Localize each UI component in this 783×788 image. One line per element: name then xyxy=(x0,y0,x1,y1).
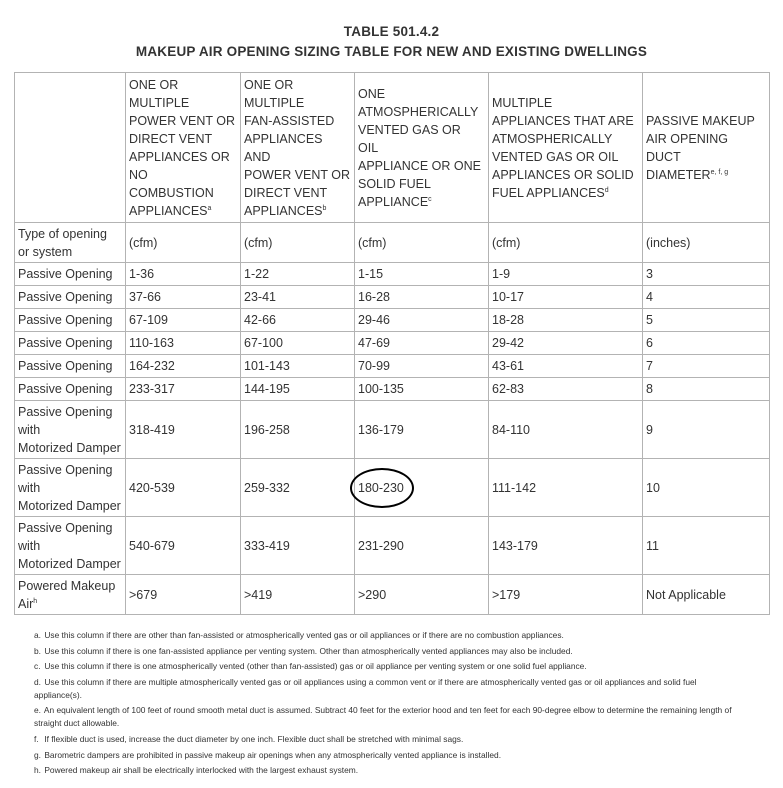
row-label xyxy=(15,263,126,286)
footnote-ref: c xyxy=(428,195,432,203)
cell-line: MULTIPLE xyxy=(492,95,553,110)
unit-cell: (inches) xyxy=(643,223,770,263)
header-row xyxy=(15,73,770,223)
value-cell: 4 xyxy=(643,286,770,309)
cell-line: Passive Opening xyxy=(18,404,113,419)
value-cell: 540-679 xyxy=(126,517,241,575)
cell-line: or system xyxy=(18,244,73,259)
footnote xyxy=(34,733,734,746)
footnote xyxy=(34,704,734,730)
footnote xyxy=(34,749,734,762)
cell-line: APPLIANCES THAT ARE xyxy=(492,113,634,128)
value-cell: 3 xyxy=(643,263,770,286)
cell-line: Passive Opening xyxy=(18,382,113,396)
value-cell: 18-28 xyxy=(489,309,643,332)
value-cell: 144-195 xyxy=(241,378,355,401)
cell-line: Air xyxy=(18,596,34,611)
value-cell: 136-179 xyxy=(355,401,489,459)
value-cell: 231-290 xyxy=(355,517,489,575)
value-cell: 43-61 xyxy=(489,355,643,378)
value-cell: 70-99 xyxy=(355,355,489,378)
cell-line: MULTIPLE xyxy=(244,95,305,110)
cell-line: POWER VENT OR xyxy=(129,113,236,128)
unit-cell: (cfm) xyxy=(126,223,241,263)
cell-line: APPLIANCES OR SOLID xyxy=(492,167,634,182)
cell-line: ATMOSPHERICALLY xyxy=(358,104,479,119)
value-cell: >179 xyxy=(489,575,643,615)
footnote xyxy=(34,676,734,702)
sizing-table xyxy=(14,72,770,615)
table-row xyxy=(15,517,770,575)
value-cell: 1-36 xyxy=(126,263,241,286)
value-cell: 11 xyxy=(643,517,770,575)
footnote-text: Use this column if there is one fan-assisted appliance per venting system. Other than atmospherically vented appliances may also be included. xyxy=(44,645,573,656)
cell-line: NO xyxy=(129,167,148,182)
value-cell: 259-332 xyxy=(241,459,355,517)
value-cell: 29-42 xyxy=(489,332,643,355)
cell-line: APPLIANCES xyxy=(244,203,323,218)
row-label xyxy=(15,575,126,615)
value-cell: 67-100 xyxy=(241,332,355,355)
footnote-label: c. xyxy=(34,661,41,672)
value-cell: 29-46 xyxy=(355,309,489,332)
cell-line: DIRECT VENT xyxy=(129,131,213,146)
cell-line: Passive Opening xyxy=(18,313,113,327)
table-row xyxy=(15,309,770,332)
unit-cell: (cfm) xyxy=(241,223,355,263)
footnote-ref: e, f, g xyxy=(710,168,729,176)
cell-line: VENTED GAS OR OIL xyxy=(492,149,619,164)
cell-line: AND xyxy=(244,149,271,164)
cell-line: DIRECT VENT xyxy=(244,185,328,200)
table-row xyxy=(15,575,770,615)
cell-line: with xyxy=(18,480,41,495)
units-row xyxy=(15,223,770,263)
value-cell: 420-539 xyxy=(126,459,241,517)
value-cell: >679 xyxy=(126,575,241,615)
value-cell: 333-419 xyxy=(241,517,355,575)
footnote-text: Powered makeup air shall be electrically interlocked with the largest exhaust system. xyxy=(44,765,359,776)
unit-cell: (cfm) xyxy=(355,223,489,263)
value-cell: 67-109 xyxy=(126,309,241,332)
row-label xyxy=(15,332,126,355)
footnote-text: Barometric dampers are prohibited in passive makeup air openings when any atmospherically vented appliance is installed. xyxy=(44,749,502,760)
cell-line: ONE xyxy=(358,86,386,101)
value-cell: Not Applicable xyxy=(643,575,770,615)
cell-line: APPLIANCE OR ONE xyxy=(358,158,481,173)
cell-line: Passive Opening xyxy=(18,359,113,373)
value-cell: 10-17 xyxy=(489,286,643,309)
footnote-label: b. xyxy=(34,645,41,656)
column-header xyxy=(643,73,770,223)
cell-line: ONE OR xyxy=(244,77,294,92)
value-cell: 8 xyxy=(643,378,770,401)
footnote-label: f. xyxy=(34,733,39,744)
cell-line: POWER VENT OR xyxy=(244,167,351,182)
table-row xyxy=(15,286,770,309)
footnote-label: e. xyxy=(34,705,41,716)
cell-line: COMBUSTION xyxy=(129,185,214,200)
value-cell: 47-69 xyxy=(355,332,489,355)
cell-line: Motorized Damper xyxy=(18,498,121,513)
footnote-label: h. xyxy=(34,765,41,776)
cell-line: VENTED GAS OR xyxy=(358,122,461,137)
cell-line: APPLIANCES OR xyxy=(129,149,230,164)
footnote-ref: d xyxy=(604,186,609,194)
table-row xyxy=(15,355,770,378)
cell-line: Passive Opening xyxy=(18,290,113,304)
footnote-text: If flexible duct is used, increase the duct diameter by one inch. Flexible duct shall be stretched with minimal sags. xyxy=(44,733,464,744)
cell-line: DIAMETER xyxy=(646,167,711,182)
value-cell: >290 xyxy=(355,575,489,615)
footnote-text: An equivalent length of 100 feet of round smooth metal duct is assumed. Subtract 40 feet for the exterior hood and ten feet for each 90-degree elbow to determine the remaining length of straight duct allowable. xyxy=(34,705,732,729)
footnote-text: Use this column if there is one atmospherically vented (other than fan-assisted) gas or oil appliance per venting system or one solid fuel appliance. xyxy=(44,661,587,672)
footnote xyxy=(34,764,734,777)
cell-line: ONE OR xyxy=(129,77,179,92)
row-label xyxy=(15,378,126,401)
cell-line: APPLIANCE xyxy=(358,194,429,209)
cell-line: FAN-ASSISTED xyxy=(244,113,335,128)
value-cell: 110-163 xyxy=(126,332,241,355)
footnote-ref: h xyxy=(33,597,38,605)
value-cell: 7 xyxy=(643,355,770,378)
footnote-label: d. xyxy=(34,676,41,687)
cell-line: with xyxy=(18,422,41,437)
footnote xyxy=(34,660,734,673)
cell-line: APPLIANCES xyxy=(244,131,323,146)
value-cell: 10 xyxy=(643,459,770,517)
cell-line: Passive Opening xyxy=(18,520,113,535)
cell-line: Passive Opening xyxy=(18,267,113,281)
value-cell: 111-142 xyxy=(489,459,643,517)
table-row xyxy=(15,401,770,459)
cell-line: AIR OPENING DUCT xyxy=(646,131,728,164)
table-row xyxy=(15,263,770,286)
footnote xyxy=(34,645,734,658)
column-header xyxy=(355,73,489,223)
footnote xyxy=(34,629,734,642)
value-cell: 37-66 xyxy=(126,286,241,309)
value-cell: 196-258 xyxy=(241,401,355,459)
value-cell: 164-232 xyxy=(126,355,241,378)
table-number: TABLE 501.4.2 xyxy=(343,24,440,39)
value-cell: 42-66 xyxy=(241,309,355,332)
value-cell: 100-135 xyxy=(355,378,489,401)
value-cell: 233-317 xyxy=(126,378,241,401)
footnotes xyxy=(34,629,734,780)
table-row xyxy=(15,459,770,517)
value-cell: 5 xyxy=(643,309,770,332)
row-label xyxy=(15,223,126,263)
cell-line: Motorized Damper xyxy=(18,556,121,571)
row-label xyxy=(15,459,126,517)
cell-line: FUEL APPLIANCES xyxy=(492,185,605,200)
value-cell: 1-15 xyxy=(355,263,489,286)
cell-line: SOLID FUEL xyxy=(358,176,431,191)
row-label xyxy=(15,401,126,459)
value-cell: 84-110 xyxy=(489,401,643,459)
value-cell: 9 xyxy=(643,401,770,459)
cell-line: OIL xyxy=(358,140,379,155)
cell-line: Motorized Damper xyxy=(18,440,121,455)
value-cell: 1-9 xyxy=(489,263,643,286)
value-cell: 318-419 xyxy=(126,401,241,459)
value-cell: 62-83 xyxy=(489,378,643,401)
table-title: MAKEUP AIR OPENING SIZING TABLE FOR NEW AND EXISTING DWELLINGS xyxy=(135,44,648,59)
table-row xyxy=(15,378,770,401)
cell-line: APPLIANCES xyxy=(129,203,208,218)
value-cell: 180-230 xyxy=(355,459,489,517)
unit-cell: (cfm) xyxy=(489,223,643,263)
cell-line: Passive Opening xyxy=(18,336,113,350)
footnote-ref: a xyxy=(207,204,212,212)
row-label xyxy=(15,309,126,332)
column-header xyxy=(241,73,355,223)
value-cell: 101-143 xyxy=(241,355,355,378)
row-label xyxy=(15,355,126,378)
row-label xyxy=(15,517,126,575)
column-header xyxy=(126,73,241,223)
value-cell: 23-41 xyxy=(241,286,355,309)
value-cell: 143-179 xyxy=(489,517,643,575)
footnote-label: a. xyxy=(34,630,41,640)
cell-line: Powered Makeup xyxy=(18,578,116,593)
row-label xyxy=(15,286,126,309)
table-row xyxy=(15,332,770,355)
cell-line: MULTIPLE xyxy=(129,95,190,110)
value-cell: 1-22 xyxy=(241,263,355,286)
cell-line: PASSIVE MAKEUP xyxy=(646,113,755,128)
value-cell: >419 xyxy=(241,575,355,615)
cell-line: Passive Opening xyxy=(18,462,113,477)
footnote-text: Use this column if there are multiple atmospherically vented gas or oil appliances using a common vent or if there are atmospherically vented gas or oil appliances and solid fuel appliance(s). xyxy=(34,676,697,700)
footnote-label: g. xyxy=(34,749,41,760)
footnote-text: Use this column if there are other than fan-assisted or atmospherically vented gas or oil appliances or if there are no combustion appliances. xyxy=(44,630,564,640)
column-header xyxy=(489,73,643,223)
corner-cell xyxy=(15,73,126,223)
cell-line: with xyxy=(18,538,41,553)
cell-line: ATMOSPHERICALLY xyxy=(492,131,613,146)
value-cell: 16-28 xyxy=(355,286,489,309)
value-cell: 6 xyxy=(643,332,770,355)
cell-line: Type of opening xyxy=(18,226,107,241)
footnote-ref: b xyxy=(322,204,327,212)
